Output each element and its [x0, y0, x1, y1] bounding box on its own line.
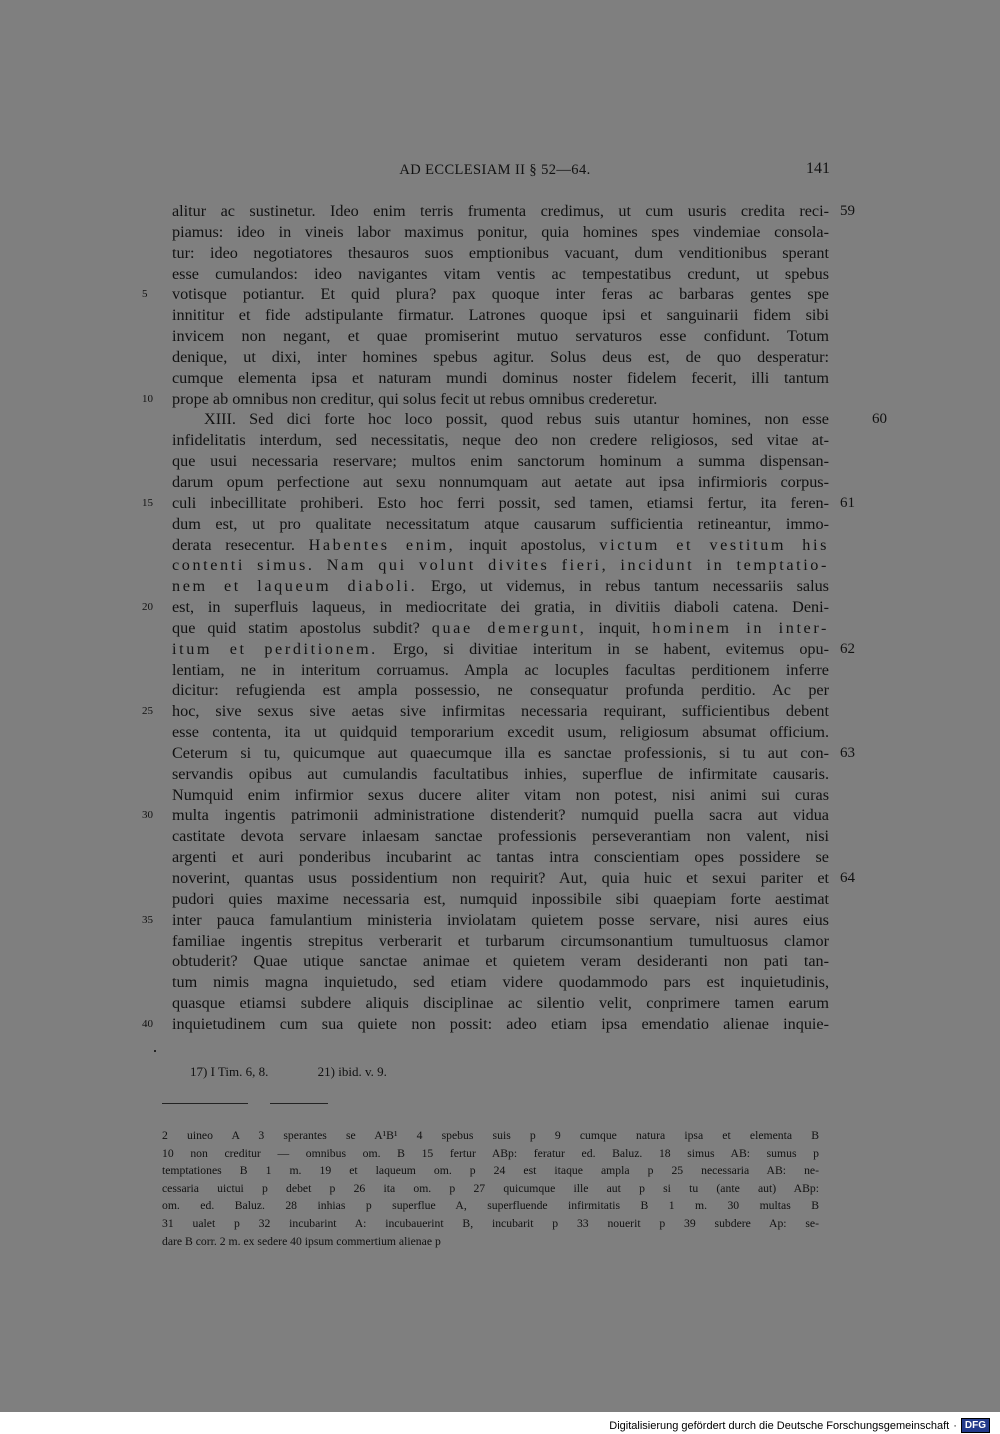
text-line: infidelitatis interdum, sed necessitatis, neque deo non credere religiosos, sed vitae at-	[172, 431, 829, 450]
text-line: alitur ac sustinetur. Ideo enim terris frumenta credimus, ut cum usuris credita reci- 59	[172, 202, 855, 220]
text-line: esse contenta, ita ut quidquid temporarium excedit usum, religiosum absumat officium.	[172, 723, 829, 742]
line-number: 15	[142, 496, 153, 509]
line-number: 40	[142, 1017, 153, 1030]
footnote-rule-gap	[248, 1101, 270, 1105]
text-line: innititur et fide adstipulante firmatur. Latrones quoque ipsi et sanguinarii fidem sibi	[172, 306, 829, 325]
section-number: 62	[840, 640, 855, 657]
text-line: denique, ut dixi, inter homines spebus agitur. Solus deus est, de quo desperatur:	[172, 347, 829, 366]
text-line: obtuderit? Quae utique sanctae animae et quietem veram desideranti non pati tan-	[172, 952, 829, 971]
section-number: 64	[840, 870, 855, 886]
scripture-ref: 21) ibid. v. 9.	[317, 1064, 387, 1079]
text-line: contenti simus. Nam qui volunt divites fieri, incidunt in temptatio-	[172, 556, 829, 575]
section-number: 63	[840, 744, 855, 761]
apparatus-line: cessaria uictui p debet p 26 ita om. p 27 quicumque ille aut p si tu (ante aut) ABp:	[162, 1181, 819, 1195]
scripture-ref: 17) I Tim. 6, 8.	[190, 1064, 269, 1079]
page-number: 141	[806, 160, 830, 177]
text-line: pudori quies maxime necessaria est, numquid inpossibile sibi quaepiam forte aestimat	[172, 889, 829, 908]
text-line: 25 hoc, sive sexus sive aetas sive infirmitas necessaria requirant, sufficientibus debent	[142, 702, 829, 721]
line-number: 20	[142, 601, 153, 614]
text-line: 5 votisque potiantur. Et quid plura? pax quoque inter feras ac barbaras gentes spe	[142, 285, 829, 304]
page-header	[160, 160, 830, 184]
apparatus-line: dare B corr. 2 m. ex sedere 40 ipsum commertium alienae p	[162, 1234, 441, 1248]
dfg-logo: DFG	[961, 1418, 990, 1433]
text-line: dum est, ut pro qualitate necessitatum atque causarum sufficientia retineantur, immo-	[172, 514, 829, 533]
text-line: esse cumulandos: ideo navigantes vitam ventis ac tempestatibus credunt, ut spebus	[172, 264, 829, 283]
apparatus-line: 31 ualet p 32 incubarint A: incubauerint B, incubarit p 33 nouerit p 39 subdere Ap: se-	[162, 1216, 819, 1230]
text-line: XIII. Sed dici forte hoc loco possit, quod rebus suis utantur homines, non esse 60	[204, 410, 887, 429]
text-line: darum opum perfectione aut sexu nonnumquam aut aetate aut ipsa infirmioris corpus-	[172, 472, 829, 491]
line-number: 5	[142, 288, 148, 301]
text-line: noverint, quantas usus possidentium non requirit? Aut, quia huic et sexui pariter et 64	[172, 869, 855, 887]
text-line: familiae ingentis strepitus verberarit et turbarum circumsonantium tumultuosus clamor	[172, 931, 829, 950]
main-text	[142, 201, 887, 1035]
text-line: itum et perditionem. Ergo, si divitiae interitum in se habent, evitemus opu- 62	[172, 639, 855, 658]
text-line: 35 inter pauca famulantium ministeria inviolatam quietem posse servare, nisi aures eius	[142, 910, 829, 929]
text-line: servandis opibus aut cumulandis facultatibus inhies, superflue de infirmitate causaris.	[172, 764, 829, 783]
text-line: dicitur: refugienda est ampla possessio, ne consequatur profunda perditio. Ac per	[172, 681, 829, 700]
text-line: 15 culi inbecillitate prohiberi. Esto hoc ferri possit, sed tamen, etiamsi fertur, ita feren- 61	[142, 493, 855, 512]
line-number: 25	[142, 705, 153, 718]
text-line: quasque etiamsi subdere aliquis disciplinae ac silentio velit, conprimere tamen earum	[172, 994, 829, 1013]
text-line: 40 inquietudinem cum sua quiete non possit: adeo etiam ipsa emendatio alienae inquie-	[142, 1014, 829, 1033]
digitization-credit: Digitalisierung gefördert durch die Deutsche Forschungsgemeinschaft · DFG	[609, 1418, 990, 1433]
text-line: cumque elementa ipsa et naturam mundi dominus noster fidelem fecerit, illi tantum	[172, 368, 829, 387]
text-line: nem et laqueum diaboli. Ergo, ut videmus, in rebus tantum necessariis salus	[172, 577, 829, 596]
line-number: 10	[142, 392, 153, 405]
apparatus-line: temptationes B 1 m. 19 et laqueum om. p 24 est itaque ampla p 25 necessaria AB: ne-	[162, 1164, 819, 1178]
footnote-rule	[162, 1103, 328, 1104]
section-number: 61	[840, 494, 855, 511]
text-line: 10 prope ab omnibus non creditur, qui solus fecit ut rebus omnibus crederetur.	[142, 389, 658, 408]
text-line: tur: ideo negotiatores thesauros suos emptionibus vacuant, dum venditionibus sperant	[172, 243, 829, 262]
text-line: piamus: ideo in vineis labor maximus ponitur, quia homines spes vindemiae consola-	[172, 222, 829, 241]
text-line: que quid statim apostolus subdit? quae demergunt, inquit, hominem in inter-	[172, 618, 829, 637]
apparatus-line: om. ed. Baluz. 28 inhias p superflue A, superfluende infirmitatis B 1 m. 30 multas B	[162, 1199, 819, 1213]
text-line: Numquid enim infirmior sexus ducere aliter vitam non potest, nisi animi sui curas	[172, 785, 829, 804]
line-number: 35	[142, 913, 153, 926]
apparatus-line: 2 uineo A 3 sperantes se A¹B¹ 4 spebus suis p 9 cumque natura ipsa et elementa B	[162, 1129, 819, 1142]
text-line: derata resecentur. Habentes enim, inquit apostolus, victum et vestitum his	[172, 535, 829, 554]
text-line: 30 multa ingentis patrimonii administratione distenderit? numquid puella sacra aut vidua	[142, 806, 829, 825]
critical-apparatus	[162, 1127, 819, 1250]
running-title: AD ECCLESIAM II § 52—64.	[399, 162, 591, 178]
line-number: 30	[142, 809, 153, 822]
text-line: invicem non negant, et quae promiserint mutuo servaturos esse confidunt. Totum	[172, 327, 829, 346]
text-line: tum nimis magna inquietudo, sed etiam videre quodammodo pars est inquietudinis,	[172, 973, 829, 992]
text-line: Ceterum si tu, quicumque aut quaecumque illa es sanctae professionis, si tu aut con- 63	[172, 743, 855, 762]
print-mark	[154, 1050, 156, 1052]
text-line: lentiam, ne in interitum corruamus. Ampla ac locuples facultas perditionem inferre	[172, 660, 829, 679]
credit-text: Digitalisierung gefördert durch die Deutsche Forschungsgemeinschaft	[609, 1419, 950, 1432]
text-line: que usui necessaria reservare; multos enim sanctorum hominum a summa dispensan-	[172, 452, 829, 471]
section-number: 59	[840, 203, 855, 219]
scripture-references	[190, 1064, 433, 1080]
section-number: 60	[872, 411, 887, 428]
text-line: argenti et auri ponderibus incubarint ac tantas intra conscientiam opes possidere se	[172, 848, 829, 867]
apparatus-line: 10 non creditur — omnibus om. B 15 fertur ABp: feratur ed. Baluz. 18 simus AB: sumus p	[162, 1146, 819, 1160]
text-line: 20 est, in superfluis laqueus, in mediocritate dei gratia, in divitiis diaboli catena. Deni-	[142, 598, 829, 617]
text-line: castitate devota servare inlaesam sanctae professionis perseverantiam non valent, nisi	[172, 827, 829, 846]
